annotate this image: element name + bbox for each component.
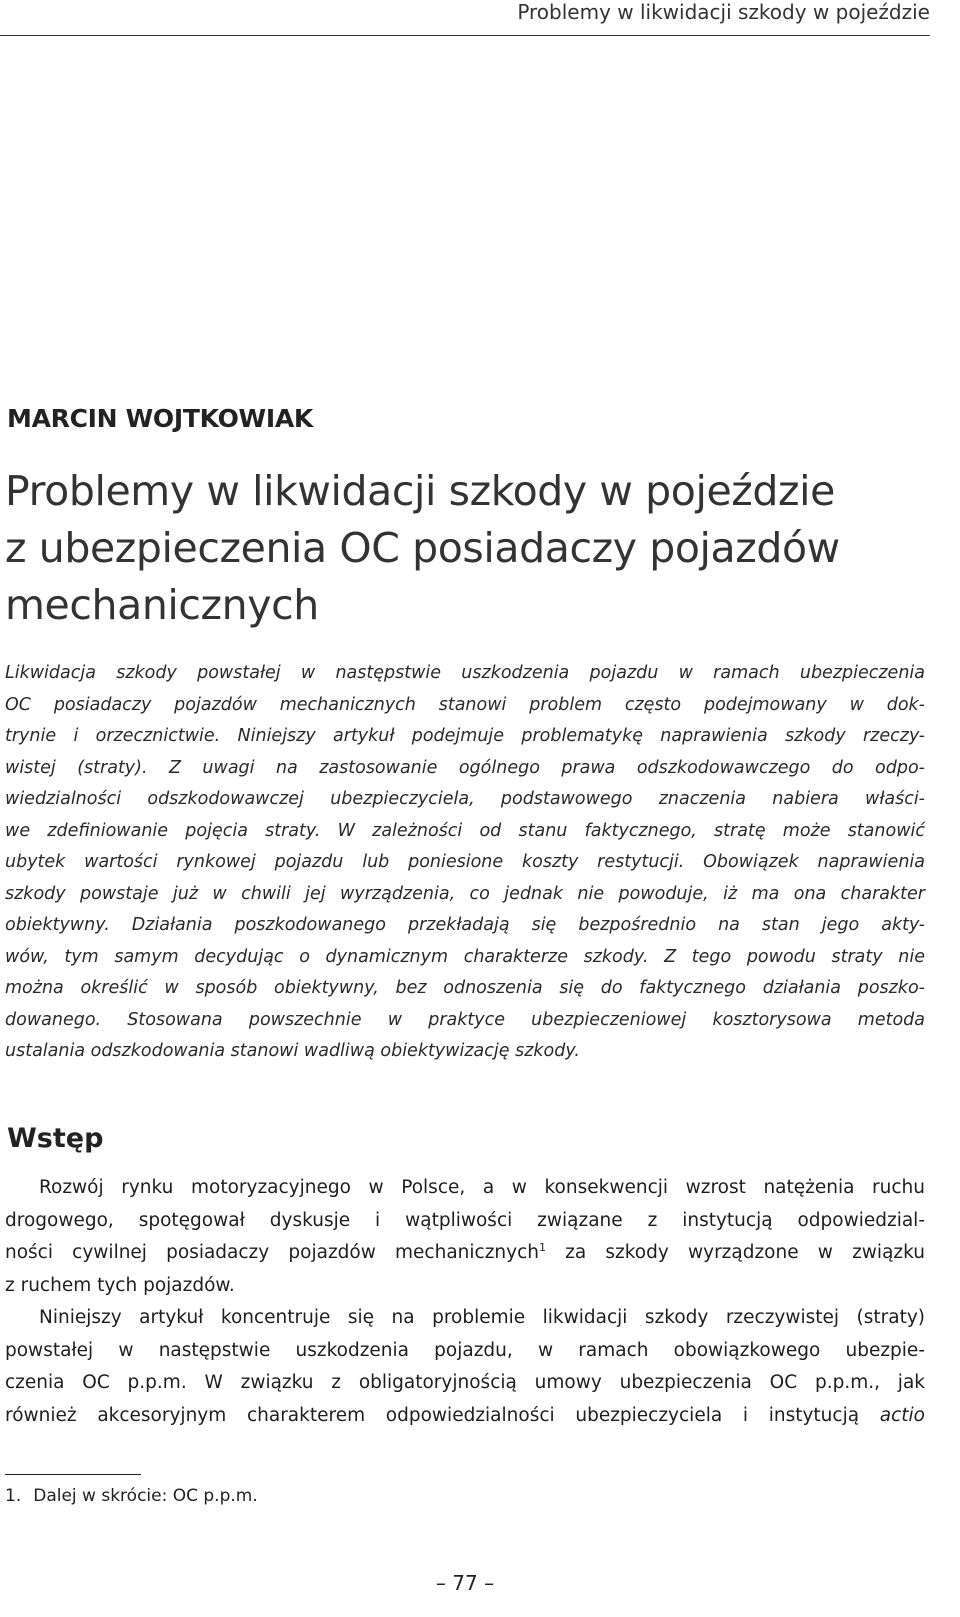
abstract-line: można określić w sposób obiektywny, bez odnoszenia się do faktycznego działania poszko-	[5, 978, 925, 998]
body-line: powstałej w następstwie uszkodzenia pojazdu, w ramach obowiązkowego ubezpie-	[5, 1339, 925, 1361]
body-line	[5, 1400, 925, 1433]
abstract-line: we zdefiniowanie pojęcia straty. W zależności od stanu faktycznego, stratę może stanowić	[5, 820, 925, 841]
abstract-line: Likwidacja szkody powstałej w następstwie uszkodzenia pojazdu w ramach ubezpieczenia	[5, 663, 925, 683]
footnote-ref[interactable]: 1	[538, 1240, 546, 1254]
footnote-number: 1.	[5, 1486, 22, 1506]
article-abstract	[5, 658, 925, 1068]
section-body	[5, 1172, 925, 1432]
body-text: ności cywilnej posiadaczy pojazdów mechanicznych	[5, 1242, 539, 1263]
footnote-text: Dalej w skrócie: OC p.p.m.	[33, 1486, 258, 1506]
footnote	[5, 1486, 258, 1506]
running-header: Problemy w likwidacji szkody w pojeździe	[517, 0, 930, 24]
body-line: czenia OC p.p.m. W związku z obligatoryjnością umowy ubezpieczenia OC p.p.m., jak	[5, 1372, 925, 1393]
body-text: również akcesoryjnym charakterem odpowiedzialności ubezpieczyciela i instytucją	[5, 1404, 880, 1426]
title-line: mechanicznych	[5, 581, 319, 629]
abstract-line: wistej (straty). Z uwagi na zastosowanie ogólnego prawa odszkodowawczego do odpo-	[5, 757, 925, 778]
body-line: Niniejszy artykuł koncentruje się na problemie likwidacji szkody rzeczywistej (straty)	[39, 1307, 925, 1328]
abstract-line: ubytek wartości rynkowej pojazdu lub poniesione koszty restytucji. Obowiązek naprawienia	[5, 852, 925, 872]
article-title	[5, 463, 925, 634]
abstract-line: dowanego. Stosowana powszechnie w praktyce ubezpieczeniowej kosztorysowa metoda	[5, 1009, 925, 1030]
abstract-line: trynie i orzecznictwie. Niniejszy artykuł podejmuje problematykę naprawienia szkody rzeczy-	[5, 726, 925, 746]
title-line: Problemy w likwidacji szkody w pojeździe	[5, 467, 835, 515]
abstract-line: wiedzialności odszkodowawczej ubezpieczyciela, podstawowego znaczenia nabiera właści-	[5, 789, 925, 809]
body-text: za szkody wyrządzone w związku	[545, 1242, 925, 1263]
body-line: drogowego, spotęgował dyskusje i wątpliwości związane z instytucją odpowiedzial-	[5, 1209, 925, 1231]
page-number: – 77 –	[435, 1571, 495, 1595]
section-heading: Wstęp	[7, 1123, 104, 1154]
abstract-line: szkody powstaje już w chwili jej wyrządzenia, co jednak nie powoduje, iż ma ona charakter	[5, 883, 925, 904]
body-line: z ruchem tych pojazdów.	[5, 1274, 235, 1296]
abstract-line: wów, tym samym decydując o dynamicznym charakterze szkody. Z tego powodu straty nie	[5, 946, 925, 967]
header-rule	[0, 35, 930, 36]
abstract-line: OC posiadaczy pojazdów mechanicznych stanowi problem często podejmowany w dok-	[5, 694, 925, 715]
footnote-rule	[5, 1474, 141, 1475]
body-text-italic: actio	[879, 1404, 925, 1426]
article-author: MARCIN WOJTKOWIAK	[7, 404, 313, 433]
title-line: z ubezpieczenia OC posiadaczy pojazdów	[5, 524, 840, 572]
abstract-line: ustalania odszkodowania stanowi wadliwą obiektywizację szkody.	[5, 1041, 580, 1061]
abstract-line: obiektywny. Działania poszkodowanego przekładają się bezpośrednio na stan jego akty-	[5, 915, 925, 935]
body-line: Rozwój rynku motoryzacyjnego w Polsce, a w konsekwencji wzrost natężenia ruchu	[39, 1177, 925, 1198]
body-line	[5, 1237, 925, 1270]
